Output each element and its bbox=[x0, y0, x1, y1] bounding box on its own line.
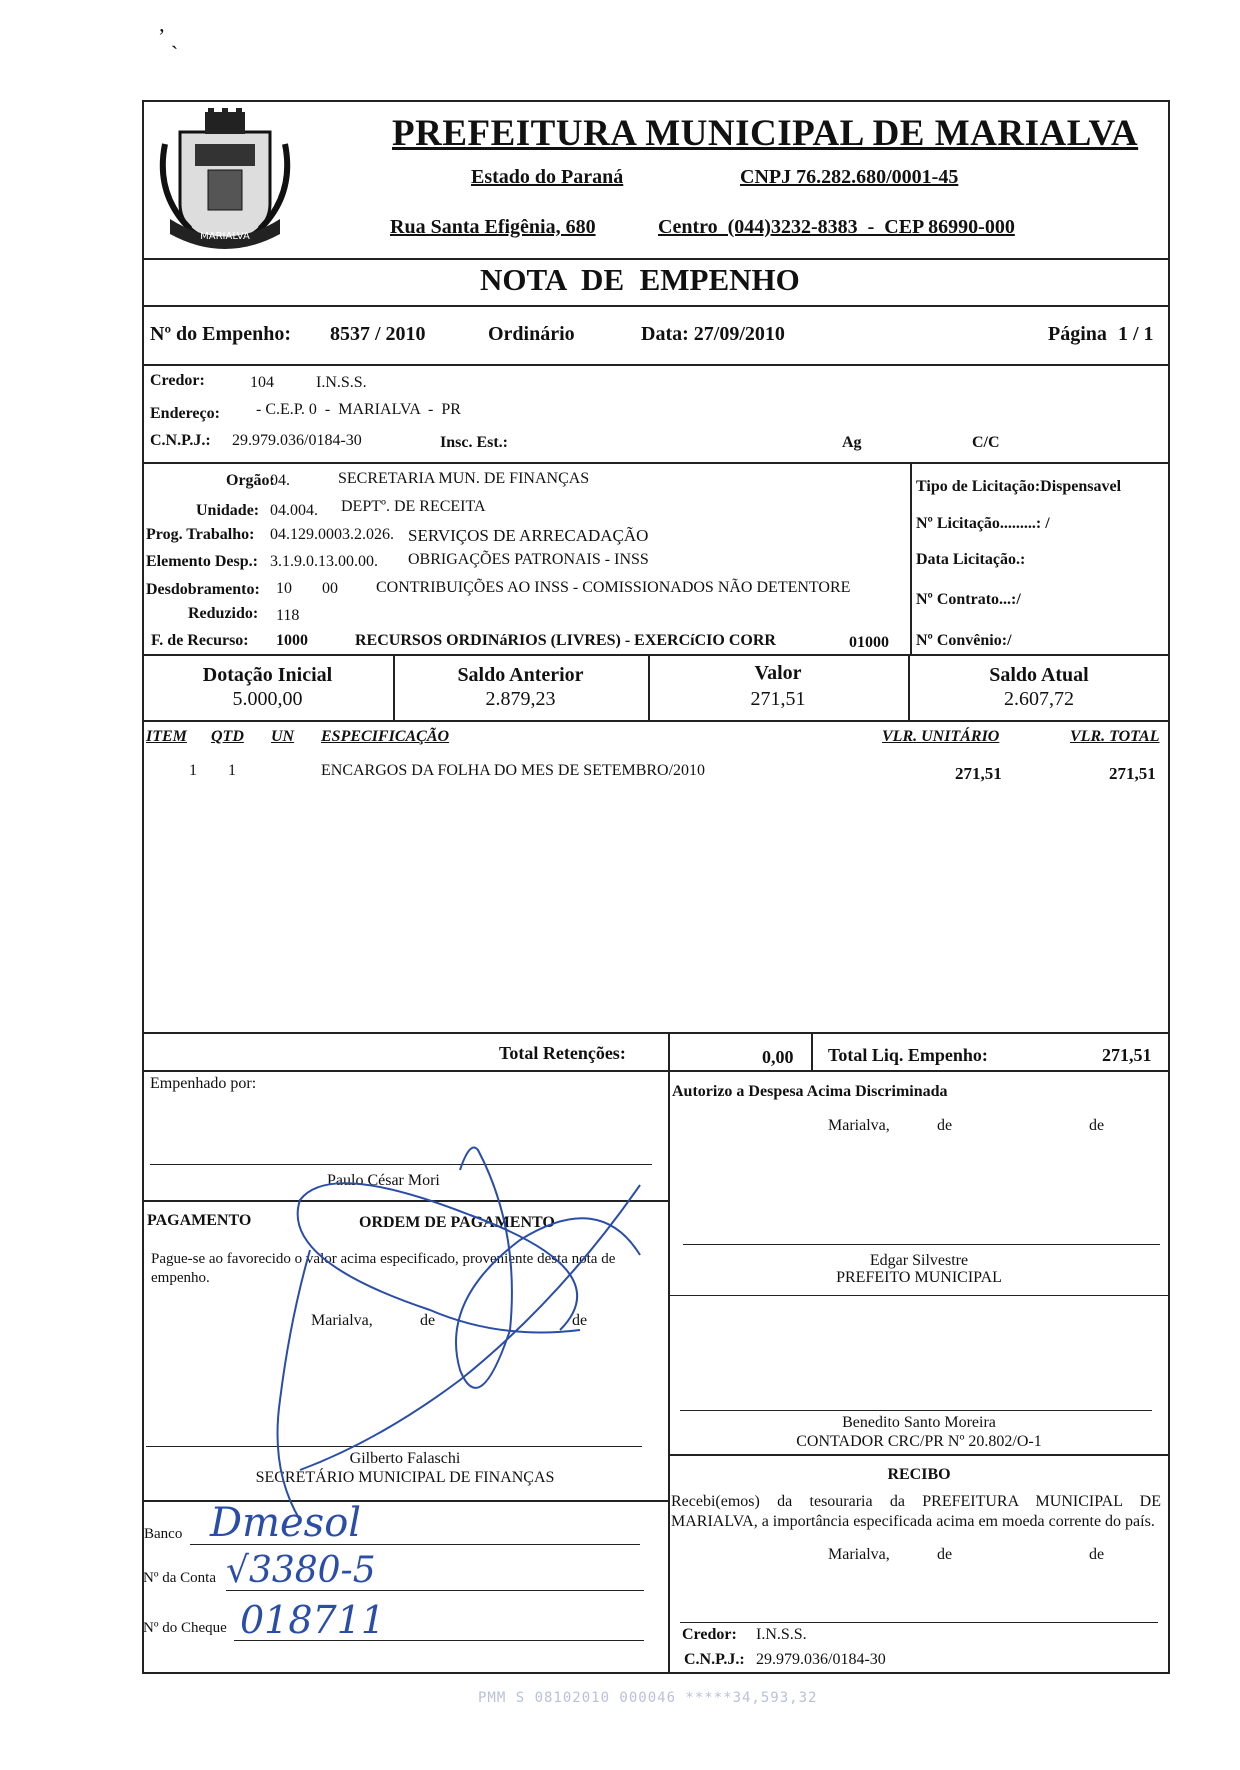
prog-trabalho-label: Prog. Trabalho: bbox=[146, 526, 255, 543]
total-liquido-label: Total Liq. Empenho: bbox=[828, 1045, 988, 1065]
recibo-city: Marialva, bbox=[828, 1546, 890, 1563]
municipal-seal-icon bbox=[150, 104, 300, 254]
empenho-label: Nº do Empenho: bbox=[150, 323, 292, 345]
fonte-recurso-code: 1000 bbox=[276, 632, 308, 649]
numero-licitacao: Nº Licitação.........: / bbox=[916, 515, 1050, 532]
orgao-name: SECRETARIA MUN. DE FINANÇAS bbox=[338, 470, 590, 487]
credor-name: I.N.S.S. bbox=[316, 374, 367, 391]
conta-handwritten: √3380-5 bbox=[226, 1550, 376, 1591]
desdobramento-code-2: 00 bbox=[322, 580, 338, 597]
banco-handwritten: Dmesol bbox=[210, 1500, 362, 1546]
fonte-recurso-extra: 01000 bbox=[849, 634, 889, 651]
pagamento-de-2: de bbox=[572, 1312, 588, 1329]
elemento-label: Elemento Desp.: bbox=[146, 553, 258, 570]
prog-trabalho-code: 04.129.0003.2.026. bbox=[270, 526, 394, 543]
column-header-vlr-total: VLR. TOTAL bbox=[1070, 728, 1160, 745]
desdobramento-label: Desdobramento: bbox=[146, 581, 260, 598]
row-vlr-total: 271,51 bbox=[1109, 764, 1156, 783]
saldo-atual-value: 2.607,72 bbox=[1004, 688, 1074, 710]
page-title: PREFEITURA MUNICIPAL DE MARIALVA bbox=[392, 113, 1139, 154]
processing-stamp: PMM S 08102010 000046 *****34,593,32 bbox=[478, 1690, 818, 1706]
dotacao-inicial-value: 5.000,00 bbox=[232, 688, 303, 710]
recibo-cnpj-value: 29.979.036/0184-30 bbox=[756, 1651, 886, 1668]
tipo-licitacao: Tipo de Licitação:Dispensavel bbox=[916, 478, 1122, 495]
row-qtd: 1 bbox=[228, 762, 236, 779]
autorizo-de: de bbox=[937, 1117, 953, 1134]
column-header-qtd: QTD bbox=[211, 728, 244, 745]
conta-corrente-label: C/C bbox=[972, 434, 1000, 451]
numero-convenio: Nº Convênio:/ bbox=[916, 632, 1012, 649]
prefeito-role: PREFEITO MUNICIPAL bbox=[836, 1269, 1002, 1286]
banco-label: Banco bbox=[144, 1526, 183, 1542]
address-label: Endereço: bbox=[150, 405, 220, 422]
saldo-anterior-label: Saldo Anterior bbox=[457, 664, 584, 686]
recibo-de-2: de bbox=[1089, 1546, 1105, 1563]
row-item: 1 bbox=[189, 762, 197, 779]
reduzido-label: Reduzido: bbox=[188, 605, 259, 622]
total-retencoes-value: 0,00 bbox=[762, 1047, 794, 1067]
column-header-un: UN bbox=[271, 728, 295, 745]
unidade-code: 04.004. bbox=[270, 502, 318, 519]
column-header-vlr-unitario: VLR. UNITÁRIO bbox=[882, 728, 1000, 745]
contador-name: Benedito Santo Moreira bbox=[842, 1414, 996, 1431]
cheque-label: Nº do Cheque bbox=[143, 1620, 227, 1636]
orgao-label: Orgão: bbox=[226, 472, 275, 489]
desdobramento-code: 10 bbox=[276, 580, 292, 597]
column-header-especificacao: ESPECIFICAÇÃO bbox=[321, 728, 450, 745]
recibo-text: Recebi(emos) da tesouraria da PREFEITURA MUNICIPAL DE MARIALVA, a importância especificada acima em moeda corrente do país. bbox=[671, 1493, 1161, 1530]
valor-value: 271,51 bbox=[750, 688, 806, 710]
recibo-cnpj-label: C.N.P.J.: bbox=[684, 1651, 745, 1668]
recibo-de: de bbox=[937, 1546, 953, 1563]
street-label: Rua Santa Efigênia, 680 bbox=[390, 216, 596, 238]
pagamento-de: de bbox=[420, 1312, 436, 1329]
credor-label: Credor: bbox=[150, 372, 205, 389]
recibo-credor-label: Credor: bbox=[682, 1626, 737, 1643]
scan-mark: ʼ ˎ bbox=[158, 24, 179, 49]
desdobramento-name: CONTRIBUIÇÕES AO INSS - COMISSIONADOS NÃO DETENTORE bbox=[376, 579, 851, 596]
secretario-role: SECRETÁRIO MUNICIPAL DE FINANÇAS bbox=[255, 1469, 555, 1486]
autorizo-city: Marialva, bbox=[828, 1117, 890, 1134]
numero-contrato: Nº Contrato...:/ bbox=[916, 591, 1021, 608]
address-value: - C.E.P. 0 - MARIALVA - PR bbox=[256, 401, 461, 418]
insc-est-label: Insc. Est.: bbox=[440, 434, 509, 451]
elemento-code: 3.1.9.0.13.00.00. bbox=[270, 553, 378, 570]
fonte-recurso-name: RECURSOS ORDINáRIOS (LIVRES) - EXERCíCIO CORR bbox=[355, 632, 776, 649]
recibo-label: RECIBO bbox=[887, 1466, 951, 1483]
empenhado-por-label: Empenhado por: bbox=[150, 1075, 257, 1092]
ordem-pagamento-label: ORDEM DE PAGAMENTO bbox=[359, 1214, 555, 1231]
credor-cnpj-label: C.N.P.J.: bbox=[150, 432, 211, 449]
unidade-name: DEPTº. DE RECEITA bbox=[341, 498, 486, 515]
saldo-anterior-value: 2.879,23 bbox=[485, 688, 556, 710]
contador-role: CONTADOR CRC/PR Nº 20.802/O-1 bbox=[796, 1433, 1042, 1450]
empenho-number: 8537 / 2010 bbox=[330, 323, 426, 345]
page-label: Página bbox=[1048, 323, 1107, 345]
unidade-label: Unidade: bbox=[196, 502, 260, 519]
column-header-item: ITEM bbox=[146, 728, 187, 745]
page-number: 1 / 1 bbox=[1118, 323, 1154, 345]
pagamento-text: Pague-se ao favorecido o valor acima especificado, proveniente desta nota de empenho. bbox=[151, 1251, 616, 1286]
total-liquido-value: 271,51 bbox=[1102, 1045, 1152, 1065]
conta-label: Nº da Conta bbox=[143, 1570, 216, 1586]
empenhado-por-name: Paulo César Mori bbox=[327, 1172, 440, 1189]
row-vlr-unitario: 271,51 bbox=[955, 764, 1002, 783]
state-label: Estado do Paraná bbox=[471, 166, 624, 188]
valor-label: Valor bbox=[754, 662, 802, 684]
credor-cnpj-value: 29.979.036/0184-30 bbox=[232, 432, 362, 449]
document-title: NOTA DE EMPENHO bbox=[480, 262, 800, 297]
data-licitacao: Data Licitação.: bbox=[916, 551, 1026, 568]
autorizo-de-2: de bbox=[1089, 1117, 1105, 1134]
row-especificacao: ENCARGOS DA FOLHA DO MES DE SETEMBRO/2010 bbox=[321, 762, 706, 779]
pagamento-city: Marialva, bbox=[311, 1312, 373, 1329]
dotacao-inicial-label: Dotação Inicial bbox=[202, 664, 333, 686]
credor-code: 104 bbox=[250, 374, 274, 391]
prefeito-name: Edgar Silvestre bbox=[869, 1252, 969, 1269]
empenho-date: Data: 27/09/2010 bbox=[641, 323, 785, 345]
contact-label: Centro (044)3232-8383 - CEP 86990-000 bbox=[658, 216, 1015, 238]
recibo-credor-value: I.N.S.S. bbox=[756, 1626, 807, 1643]
cnpj-label: CNPJ 76.282.680/0001-45 bbox=[740, 166, 959, 188]
agencia-label: Ag bbox=[842, 434, 862, 451]
elemento-name: OBRIGAÇÕES PATRONAIS - INSS bbox=[408, 551, 649, 568]
pagamento-label: PAGAMENTO bbox=[147, 1212, 252, 1229]
reduzido-code: 118 bbox=[276, 607, 300, 624]
orgao-code: 04. bbox=[270, 472, 290, 489]
cheque-handwritten: 018711 bbox=[240, 1598, 386, 1642]
fonte-recurso-label: F. de Recurso: bbox=[151, 632, 249, 649]
svg-text:MARIALVA: MARIALVA bbox=[200, 231, 250, 242]
autorizo-label: Autorizo a Despesa Acima Discriminada bbox=[672, 1083, 948, 1100]
empenho-type: Ordinário bbox=[488, 323, 575, 345]
secretario-name: Gilberto Falaschi bbox=[349, 1450, 461, 1467]
total-retencoes-label: Total Retenções: bbox=[499, 1043, 626, 1063]
prog-trabalho-name: SERVIÇOS DE ARRECADAÇÃO bbox=[408, 526, 649, 545]
saldo-atual-label: Saldo Atual bbox=[989, 664, 1089, 686]
